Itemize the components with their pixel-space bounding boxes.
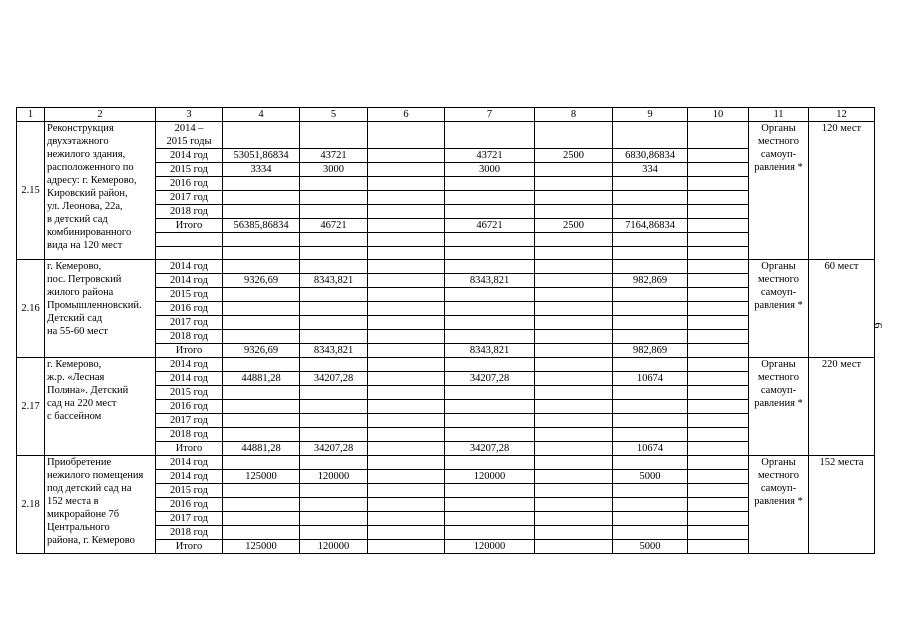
value-cell-8 xyxy=(535,316,613,330)
period-cell: Итого xyxy=(156,344,223,358)
value-cell-5 xyxy=(300,316,368,330)
value-cell-9 xyxy=(613,358,688,372)
item-name: г. Кемерово, ж.р. «Лесная Поляна». Детский сад на 220 мест с бассейном xyxy=(45,358,156,456)
value-cell-4 xyxy=(223,484,300,498)
value-cell-5 xyxy=(300,428,368,442)
value-cell-10 xyxy=(688,316,749,330)
value-cell-5 xyxy=(300,386,368,400)
value-cell-7 xyxy=(445,191,535,205)
value-cell-4 xyxy=(223,288,300,302)
value-cell-9 xyxy=(613,288,688,302)
value-cell-10 xyxy=(688,512,749,526)
value-cell-4 xyxy=(223,526,300,540)
value-cell-9 xyxy=(613,456,688,470)
item-number: 2.17 xyxy=(17,358,45,456)
value-cell-8 xyxy=(535,330,613,344)
column-header-8: 8 xyxy=(535,108,613,122)
value-cell-4 xyxy=(223,205,300,219)
value-cell-6 xyxy=(368,400,445,414)
period-cell: 2018 год xyxy=(156,330,223,344)
column-header-11: 11 xyxy=(749,108,809,122)
value-cell-7 xyxy=(445,526,535,540)
value-cell-5: 8343,821 xyxy=(300,274,368,288)
value-cell-5 xyxy=(300,205,368,219)
value-cell-7: 43721 xyxy=(445,149,535,163)
value-cell-5: 34207,28 xyxy=(300,372,368,386)
value-cell-7: 8343,821 xyxy=(445,344,535,358)
value-cell-7: 34207,28 xyxy=(445,372,535,386)
value-cell-8 xyxy=(535,233,613,247)
period-cell: 2014 – 2015 годы xyxy=(156,122,223,149)
value-cell-8 xyxy=(535,344,613,358)
value-cell-9 xyxy=(613,512,688,526)
value-cell-4: 56385,86834 xyxy=(223,219,300,233)
value-cell-6 xyxy=(368,302,445,316)
period-cell: 2015 год xyxy=(156,484,223,498)
period-cell: 2014 год xyxy=(156,358,223,372)
value-cell-9: 10674 xyxy=(613,372,688,386)
value-cell-9 xyxy=(613,205,688,219)
value-cell-4 xyxy=(223,330,300,344)
period-cell: 2016 год xyxy=(156,400,223,414)
value-cell-9 xyxy=(613,191,688,205)
value-cell-10 xyxy=(688,372,749,386)
value-cell-6 xyxy=(368,358,445,372)
value-cell-7 xyxy=(445,260,535,274)
value-cell-8 xyxy=(535,456,613,470)
value-cell-5 xyxy=(300,512,368,526)
value-cell-6 xyxy=(368,149,445,163)
value-cell-7: 120000 xyxy=(445,540,535,554)
column-header-3: 3 xyxy=(156,108,223,122)
value-cell-6 xyxy=(368,498,445,512)
value-cell-9: 982,869 xyxy=(613,344,688,358)
value-cell-8 xyxy=(535,484,613,498)
value-cell-7: 8343,821 xyxy=(445,274,535,288)
period-cell xyxy=(156,246,223,260)
value-cell-9: 6830,86834 xyxy=(613,149,688,163)
value-cell-9: 334 xyxy=(613,163,688,177)
value-cell-8 xyxy=(535,177,613,191)
value-cell-6 xyxy=(368,344,445,358)
value-cell-9 xyxy=(613,484,688,498)
value-cell-4 xyxy=(223,428,300,442)
value-cell-10 xyxy=(688,400,749,414)
value-cell-8 xyxy=(535,400,613,414)
value-cell-5 xyxy=(300,246,368,260)
value-cell-9: 7164,86834 xyxy=(613,219,688,233)
executor-cell: Органы местного самоуп- равления * xyxy=(749,260,809,358)
period-cell: 2015 год xyxy=(156,163,223,177)
value-cell-10 xyxy=(688,219,749,233)
value-cell-9 xyxy=(613,302,688,316)
period-cell: 2017 год xyxy=(156,414,223,428)
period-cell: 2014 год xyxy=(156,274,223,288)
executor-cell: Органы местного самоуп- равления * xyxy=(749,456,809,554)
value-cell-10 xyxy=(688,484,749,498)
value-cell-9 xyxy=(613,386,688,400)
value-cell-4 xyxy=(223,498,300,512)
table-row xyxy=(17,260,875,274)
value-cell-8 xyxy=(535,540,613,554)
value-cell-10 xyxy=(688,260,749,274)
value-cell-10 xyxy=(688,344,749,358)
period-cell: Итого xyxy=(156,219,223,233)
value-cell-7 xyxy=(445,122,535,149)
executor-cell: Органы местного самоуп- равления * xyxy=(749,122,809,260)
value-cell-7 xyxy=(445,498,535,512)
value-cell-9 xyxy=(613,414,688,428)
value-cell-6 xyxy=(368,177,445,191)
value-cell-7 xyxy=(445,386,535,400)
value-cell-9: 982,869 xyxy=(613,274,688,288)
value-cell-5: 120000 xyxy=(300,470,368,484)
value-cell-6 xyxy=(368,456,445,470)
period-cell: 2017 год xyxy=(156,191,223,205)
value-cell-8 xyxy=(535,512,613,526)
value-cell-5 xyxy=(300,498,368,512)
value-cell-10 xyxy=(688,526,749,540)
value-cell-5 xyxy=(300,260,368,274)
value-cell-4 xyxy=(223,246,300,260)
value-cell-4 xyxy=(223,456,300,470)
value-cell-8 xyxy=(535,442,613,456)
value-cell-10 xyxy=(688,177,749,191)
value-cell-4 xyxy=(223,358,300,372)
value-cell-10 xyxy=(688,442,749,456)
value-cell-8 xyxy=(535,274,613,288)
value-cell-4 xyxy=(223,512,300,526)
column-header-2: 2 xyxy=(45,108,156,122)
value-cell-8 xyxy=(535,428,613,442)
value-cell-8 xyxy=(535,260,613,274)
value-cell-10 xyxy=(688,233,749,247)
value-cell-5: 46721 xyxy=(300,219,368,233)
value-cell-6 xyxy=(368,470,445,484)
value-cell-6 xyxy=(368,274,445,288)
value-cell-10 xyxy=(688,414,749,428)
table-body xyxy=(17,108,875,554)
period-cell: 2018 год xyxy=(156,205,223,219)
value-cell-5 xyxy=(300,122,368,149)
value-cell-7 xyxy=(445,330,535,344)
value-cell-10 xyxy=(688,149,749,163)
period-cell: 2017 год xyxy=(156,316,223,330)
value-cell-4: 9326,69 xyxy=(223,274,300,288)
value-cell-10 xyxy=(688,205,749,219)
period-cell: 2014 год xyxy=(156,456,223,470)
column-number-header-row xyxy=(17,108,875,122)
value-cell-4: 53051,86834 xyxy=(223,149,300,163)
value-cell-9 xyxy=(613,498,688,512)
value-cell-8 xyxy=(535,191,613,205)
period-cell: 2018 год xyxy=(156,526,223,540)
value-cell-6 xyxy=(368,442,445,456)
value-cell-4 xyxy=(223,177,300,191)
value-cell-10 xyxy=(688,428,749,442)
value-cell-9 xyxy=(613,233,688,247)
value-cell-8 xyxy=(535,302,613,316)
value-cell-10 xyxy=(688,274,749,288)
value-cell-8 xyxy=(535,358,613,372)
value-cell-6 xyxy=(368,288,445,302)
period-cell xyxy=(156,233,223,247)
value-cell-4: 44881,28 xyxy=(223,372,300,386)
value-cell-5 xyxy=(300,233,368,247)
value-cell-6 xyxy=(368,219,445,233)
value-cell-4 xyxy=(223,316,300,330)
column-header-12: 12 xyxy=(809,108,875,122)
value-cell-10 xyxy=(688,456,749,470)
value-cell-7 xyxy=(445,233,535,247)
value-cell-8 xyxy=(535,372,613,386)
value-cell-9: 10674 xyxy=(613,442,688,456)
item-name: Приобретение нежилого помещения под детский сад на 152 места в микрорайоне 7б Центрального района, г. Кемерово xyxy=(45,456,156,554)
period-cell: Итого xyxy=(156,442,223,456)
value-cell-6 xyxy=(368,484,445,498)
value-cell-10 xyxy=(688,330,749,344)
value-cell-8 xyxy=(535,414,613,428)
value-cell-6 xyxy=(368,526,445,540)
value-cell-8: 2500 xyxy=(535,149,613,163)
value-cell-7: 3000 xyxy=(445,163,535,177)
value-cell-5 xyxy=(300,456,368,470)
period-cell: 2018 год xyxy=(156,428,223,442)
capacity-cell: 60 мест xyxy=(809,260,875,358)
value-cell-7 xyxy=(445,358,535,372)
value-cell-6 xyxy=(368,330,445,344)
value-cell-5: 3000 xyxy=(300,163,368,177)
value-cell-7 xyxy=(445,428,535,442)
value-cell-5 xyxy=(300,400,368,414)
value-cell-6 xyxy=(368,428,445,442)
value-cell-10 xyxy=(688,163,749,177)
value-cell-4 xyxy=(223,400,300,414)
value-cell-8 xyxy=(535,288,613,302)
period-cell: Итого xyxy=(156,540,223,554)
value-cell-7 xyxy=(445,316,535,330)
value-cell-6 xyxy=(368,122,445,149)
value-cell-7 xyxy=(445,205,535,219)
period-cell: 2014 год xyxy=(156,260,223,274)
value-cell-8 xyxy=(535,246,613,260)
value-cell-10 xyxy=(688,358,749,372)
period-cell: 2016 год xyxy=(156,302,223,316)
value-cell-6 xyxy=(368,540,445,554)
value-cell-7 xyxy=(445,512,535,526)
value-cell-4 xyxy=(223,233,300,247)
column-header-1: 1 xyxy=(17,108,45,122)
value-cell-6 xyxy=(368,205,445,219)
value-cell-8 xyxy=(535,470,613,484)
item-number: 2.15 xyxy=(17,122,45,260)
value-cell-8 xyxy=(535,163,613,177)
value-cell-6 xyxy=(368,386,445,400)
value-cell-4: 44881,28 xyxy=(223,442,300,456)
value-cell-9 xyxy=(613,428,688,442)
value-cell-5: 43721 xyxy=(300,149,368,163)
value-cell-10 xyxy=(688,498,749,512)
value-cell-9 xyxy=(613,122,688,149)
value-cell-8 xyxy=(535,386,613,400)
period-cell: 2016 год xyxy=(156,498,223,512)
value-cell-10 xyxy=(688,470,749,484)
table-row xyxy=(17,122,875,149)
capacity-cell: 220 мест xyxy=(809,358,875,456)
value-cell-10 xyxy=(688,540,749,554)
table-row xyxy=(17,358,875,372)
item-number: 2.16 xyxy=(17,260,45,358)
value-cell-4: 9326,69 xyxy=(223,344,300,358)
value-cell-7: 120000 xyxy=(445,470,535,484)
value-cell-7 xyxy=(445,177,535,191)
value-cell-6 xyxy=(368,316,445,330)
value-cell-9 xyxy=(613,526,688,540)
value-cell-6 xyxy=(368,191,445,205)
capacity-cell: 152 места xyxy=(809,456,875,554)
value-cell-5 xyxy=(300,191,368,205)
value-cell-10 xyxy=(688,288,749,302)
executor-cell: Органы местного самоуп- равления * xyxy=(749,358,809,456)
value-cell-4: 3334 xyxy=(223,163,300,177)
value-cell-6 xyxy=(368,260,445,274)
value-cell-9 xyxy=(613,177,688,191)
period-cell: 2014 год xyxy=(156,470,223,484)
value-cell-10 xyxy=(688,246,749,260)
value-cell-5 xyxy=(300,330,368,344)
value-cell-5 xyxy=(300,177,368,191)
period-cell: 2014 год xyxy=(156,372,223,386)
column-header-5: 5 xyxy=(300,108,368,122)
value-cell-9 xyxy=(613,330,688,344)
value-cell-4 xyxy=(223,414,300,428)
value-cell-5 xyxy=(300,526,368,540)
value-cell-6 xyxy=(368,233,445,247)
value-cell-5: 8343,821 xyxy=(300,344,368,358)
value-cell-9 xyxy=(613,246,688,260)
column-header-7: 7 xyxy=(445,108,535,122)
value-cell-10 xyxy=(688,122,749,149)
value-cell-7: 46721 xyxy=(445,219,535,233)
column-header-10: 10 xyxy=(688,108,749,122)
value-cell-5 xyxy=(300,288,368,302)
value-cell-6 xyxy=(368,414,445,428)
column-header-6: 6 xyxy=(368,108,445,122)
value-cell-8 xyxy=(535,122,613,149)
program-table xyxy=(16,107,875,554)
value-cell-5: 34207,28 xyxy=(300,442,368,456)
value-cell-10 xyxy=(688,302,749,316)
period-cell: 2016 год xyxy=(156,177,223,191)
value-cell-8 xyxy=(535,205,613,219)
value-cell-8 xyxy=(535,498,613,512)
item-name: Реконструкция двухэтажного нежилого здания, расположенного по адресу: г. Кемерово, Кировский район, ул. Леонова, 22а, в детский сад комбинированного вида на 120 мест xyxy=(45,122,156,260)
value-cell-4 xyxy=(223,302,300,316)
value-cell-7 xyxy=(445,246,535,260)
value-cell-5 xyxy=(300,358,368,372)
value-cell-6 xyxy=(368,372,445,386)
value-cell-8: 2500 xyxy=(535,219,613,233)
value-cell-6 xyxy=(368,512,445,526)
capacity-cell: 120 мест xyxy=(809,122,875,260)
value-cell-5 xyxy=(300,302,368,316)
period-cell: 2015 год xyxy=(156,386,223,400)
value-cell-5: 120000 xyxy=(300,540,368,554)
value-cell-7 xyxy=(445,456,535,470)
table-row xyxy=(17,456,875,470)
value-cell-9 xyxy=(613,260,688,274)
value-cell-4 xyxy=(223,122,300,149)
value-cell-7 xyxy=(445,400,535,414)
value-cell-8 xyxy=(535,526,613,540)
period-cell: 2015 год xyxy=(156,288,223,302)
value-cell-4: 125000 xyxy=(223,470,300,484)
column-header-9: 9 xyxy=(613,108,688,122)
value-cell-7: 34207,28 xyxy=(445,442,535,456)
value-cell-9: 5000 xyxy=(613,540,688,554)
value-cell-7 xyxy=(445,414,535,428)
value-cell-7 xyxy=(445,302,535,316)
item-name: г. Кемерово, пос. Петровский жилого района Промышленновский. Детский сад на 55-60 мест xyxy=(45,260,156,358)
value-cell-7 xyxy=(445,288,535,302)
period-cell: 2017 год xyxy=(156,512,223,526)
value-cell-6 xyxy=(368,246,445,260)
value-cell-9 xyxy=(613,316,688,330)
value-cell-10 xyxy=(688,386,749,400)
value-cell-5 xyxy=(300,414,368,428)
value-cell-4 xyxy=(223,191,300,205)
value-cell-4 xyxy=(223,386,300,400)
value-cell-9: 5000 xyxy=(613,470,688,484)
value-cell-5 xyxy=(300,484,368,498)
value-cell-9 xyxy=(613,400,688,414)
value-cell-4: 125000 xyxy=(223,540,300,554)
value-cell-6 xyxy=(368,163,445,177)
value-cell-4 xyxy=(223,260,300,274)
item-number: 2.18 xyxy=(17,456,45,554)
page-number: 6 xyxy=(871,322,886,329)
value-cell-7 xyxy=(445,484,535,498)
column-header-4: 4 xyxy=(223,108,300,122)
period-cell: 2014 год xyxy=(156,149,223,163)
value-cell-10 xyxy=(688,191,749,205)
